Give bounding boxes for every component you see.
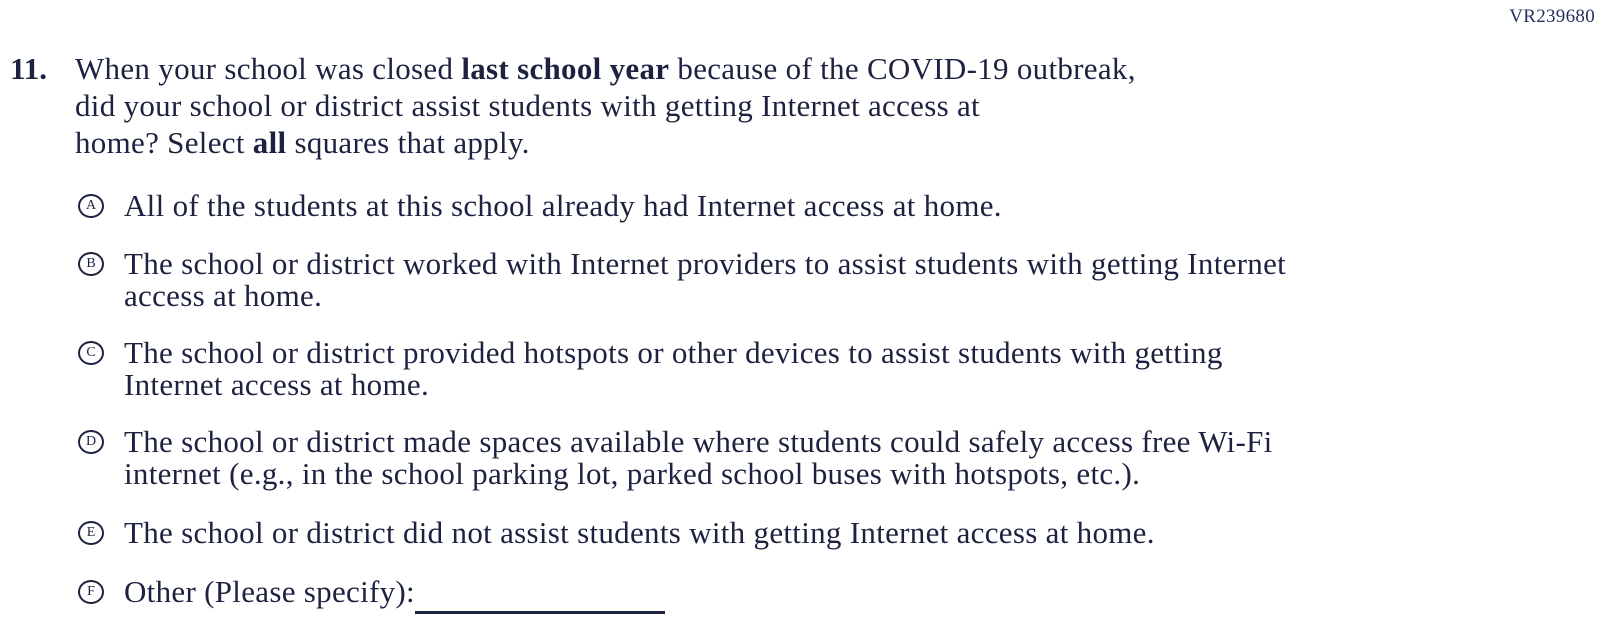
question-line-3 xyxy=(75,124,1136,161)
option-d-line-2: internet (e.g., in the school parking lot, parked school buses with hotspots, etc.). xyxy=(124,456,1141,491)
option-c-bubble[interactable] xyxy=(78,341,104,365)
option-d-line-1: The school or district made spaces available where students could safely access free Wi-Fi xyxy=(124,424,1273,459)
option-d xyxy=(78,426,1273,490)
question-text xyxy=(75,50,1136,161)
option-b-line-2: access at home. xyxy=(124,278,323,313)
form-code: VR239680 xyxy=(1509,6,1595,27)
question-block xyxy=(10,50,1136,161)
option-a-bubble[interactable] xyxy=(78,194,104,218)
option-f-bubble[interactable] xyxy=(78,580,104,604)
question-segment: squares that apply. xyxy=(286,125,530,160)
option-b-line-1: The school or district worked with Internet providers to assist students with getting Internet xyxy=(124,246,1287,281)
option-f-line-1 xyxy=(124,576,665,608)
question-segment: because of the COVID-19 outbreak, xyxy=(669,51,1136,86)
option-c-letter: C xyxy=(86,345,96,360)
option-a-line-1: All of the students at this school already had Internet access at home. xyxy=(124,188,1002,223)
question-line-1 xyxy=(75,50,1136,87)
option-c xyxy=(78,337,1223,401)
option-f-text: Other (Please specify): xyxy=(124,574,415,609)
option-e-label xyxy=(124,517,1155,549)
question-segment-bold: last school year xyxy=(461,51,670,86)
option-f-letter: F xyxy=(87,584,95,599)
option-b-label xyxy=(124,248,1286,312)
option-d-bubble[interactable] xyxy=(78,430,104,454)
option-a xyxy=(78,190,1002,222)
option-e-letter: E xyxy=(86,525,96,540)
option-a-label xyxy=(124,190,1002,222)
question-segment: did your school or district assist students with getting Internet access at xyxy=(75,88,980,123)
option-c-line-2: Internet access at home. xyxy=(124,367,429,402)
option-b-bubble[interactable] xyxy=(78,252,104,276)
option-d-letter: D xyxy=(85,434,97,449)
question-segment: home? Select xyxy=(75,125,253,160)
option-c-line-1: The school or district provided hotspots or other devices to assist students with getting xyxy=(124,335,1223,370)
option-b-letter: B xyxy=(86,256,96,271)
option-f-label xyxy=(124,576,665,608)
other-specify-blank[interactable] xyxy=(415,611,665,614)
question-segment-bold: all xyxy=(252,125,287,160)
option-e-line-1: The school or district did not assist students with getting Internet access at home. xyxy=(124,515,1155,550)
option-a-letter: A xyxy=(85,198,97,213)
option-b xyxy=(78,248,1286,312)
option-e xyxy=(78,517,1155,549)
option-f xyxy=(78,576,665,608)
option-d-label xyxy=(124,426,1273,490)
question-number: 11. xyxy=(10,51,48,86)
option-e-bubble[interactable] xyxy=(78,521,104,545)
question-line-2 xyxy=(75,87,1136,124)
option-c-label xyxy=(124,337,1223,401)
question-segment: When your school was closed xyxy=(75,51,462,86)
